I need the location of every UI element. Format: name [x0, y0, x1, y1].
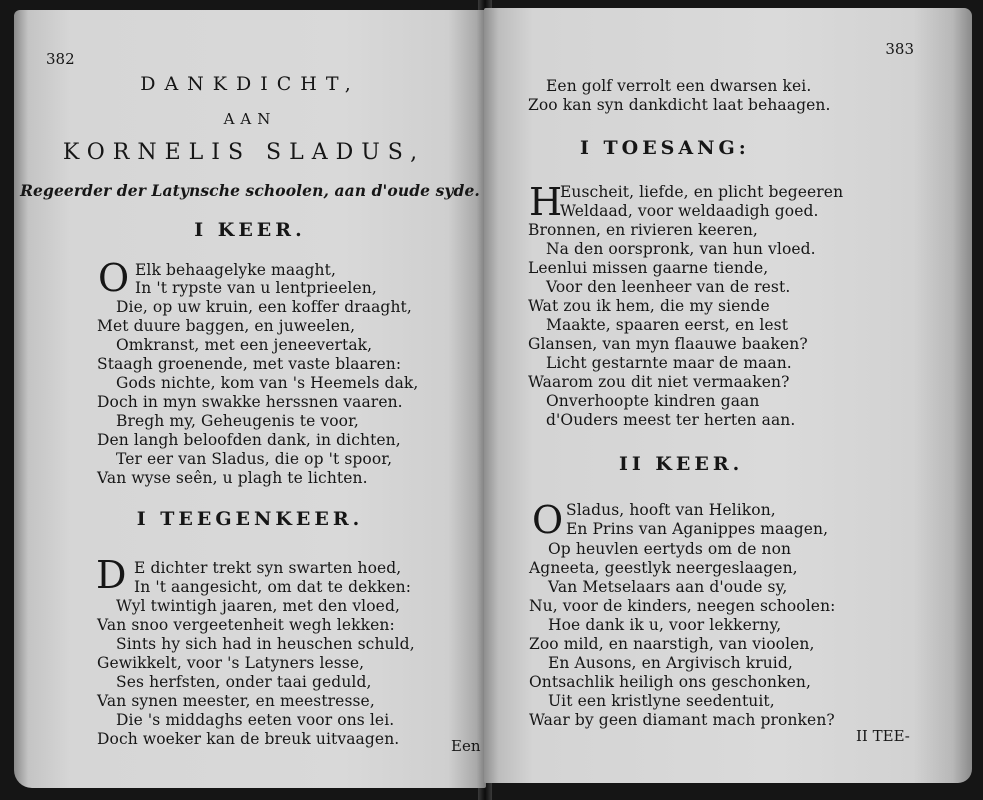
poem-title-dedication: AAN: [223, 110, 277, 128]
verse-line: Van Metselaars aan d'oude sy,: [548, 578, 788, 596]
verse-line: Omkranst, met een jeneevertak,: [116, 336, 373, 354]
verse-line: Ter eer van Sladus, die op 't spoor,: [116, 450, 393, 468]
verse-line: Bregh my, Geheugenis te voor,: [116, 412, 359, 430]
verse-line: Uit een kristlyne seedentuit,: [548, 692, 775, 710]
verse-line: Een golf verrolt een dwarsen kei.: [546, 77, 812, 95]
drop-cap: D: [96, 553, 127, 597]
verse-line: Doch woeker kan de breuk uitvaagen.: [97, 730, 400, 748]
verse-line: En Prins van Aganippes maagen,: [566, 520, 829, 538]
verse-line: Sints hy sich had in heuschen schuld,: [116, 635, 415, 653]
verse-line: Ses herfsten, onder taai geduld,: [116, 673, 372, 691]
verse-line: Van wyse seên, u plagh te lichten.: [97, 469, 368, 487]
verse-line: Na den oorspronk, van hun vloed.: [546, 240, 816, 258]
poem-subtitle: Regeerder der Latynsche schoolen, aan d'oude syde.: [20, 181, 480, 200]
page-number-left: 382: [46, 50, 75, 68]
verse-line: Licht gestarnte maar de maan.: [546, 354, 792, 372]
drop-cap: H: [529, 180, 563, 224]
verse-line: Nu, voor de kinders, neegen schoolen:: [529, 597, 836, 615]
verse-line: Ontsachlik heiligh ons geschonken,: [529, 673, 811, 691]
poem-title-name: KORNELIS SLADUS,: [62, 140, 426, 165]
section-heading-teegenkeer: I TEEGENKEER.: [136, 508, 364, 530]
verse-line: Euscheit, liefde, en plicht begeeren: [560, 183, 844, 201]
page-number-right: 383: [885, 40, 914, 58]
verse-line: Maakte, spaaren eerst, en lest: [546, 316, 789, 334]
verse-line: Zoo mild, en naarstigh, van vioolen,: [529, 635, 815, 653]
section-heading-toesang: I TOESANG:: [580, 137, 750, 159]
verse-line: Weldaad, voor weldaadigh goed.: [560, 202, 819, 220]
verse-line: Die, op uw kruin, een koffer draaght,: [116, 298, 412, 316]
verse-line: Elk behaagelyke maaght,: [135, 261, 336, 279]
verse-line: En Ausons, en Argivisch kruid,: [548, 654, 793, 672]
verse-line: Van synen meester, en meestresse,: [97, 692, 375, 710]
verse-line: Staagh groenende, met vaste blaaren:: [97, 355, 402, 373]
catchword: II TEE-: [856, 727, 910, 745]
right-page: [484, 8, 972, 783]
section-heading-keer: I KEER.: [194, 219, 306, 241]
verse-line: Hoe dank ik u, voor lekkerny,: [548, 616, 782, 634]
verse-line: E dichter trekt syn swarten hoed,: [134, 559, 402, 577]
verse-line: Wyl twintigh jaaren, met den vloed,: [116, 597, 400, 615]
verse-line: Onverhoopte kindren gaan: [546, 392, 760, 410]
verse-line: d'Ouders meest ter herten aan.: [546, 411, 796, 429]
verse-line: Gods nichte, kom van 's Heemels dak,: [116, 374, 419, 392]
verse-line: Sladus, hooft van Helikon,: [566, 501, 776, 519]
verse-line: In 't aangesicht, om dat te dekken:: [134, 578, 412, 596]
verse-line: Op heuvlen eertyds om de non: [548, 540, 792, 558]
verse-line: Agneeta, geestlyk neergeslaagen,: [529, 559, 798, 577]
section-heading-keer: II KEER.: [619, 453, 744, 475]
verse-line: Waarom zou dit niet vermaaken?: [528, 373, 790, 391]
verse-line: Waar by geen diamant mach pronken?: [529, 711, 835, 729]
drop-cap: O: [532, 498, 564, 542]
poem-title: DANKDICHT,: [140, 73, 360, 95]
drop-cap: O: [98, 256, 130, 300]
verse-line: In 't rypste van u lentprieelen,: [135, 279, 377, 297]
verse-line: Zoo kan syn dankdicht laat behaagen.: [528, 96, 831, 114]
verse-line: Gewikkelt, voor 's Latyners lesse,: [97, 654, 365, 672]
verse-line: Glansen, van myn flaauwe baaken?: [528, 335, 808, 353]
verse-line: Die 's middaghs eeten voor ons lei.: [116, 711, 395, 729]
verse-line: Leenlui missen gaarne tiende,: [528, 259, 769, 277]
verse-line: Van snoo vergeetenheit wegh lekken:: [97, 616, 395, 634]
verse-line: Voor den leenheer van de rest.: [546, 278, 791, 296]
left-page: [14, 10, 486, 788]
verse-line: Doch in myn swakke herssnen vaaren.: [97, 393, 403, 411]
verse-line: Den langh beloofden dank, in dichten,: [97, 431, 401, 449]
verse-line: Bronnen, en rivieren keeren,: [528, 221, 758, 239]
verse-line: Wat zou ik hem, die my siende: [528, 297, 770, 315]
catchword: Een: [451, 737, 481, 755]
verse-line: Met duure baggen, en juweelen,: [97, 317, 356, 335]
